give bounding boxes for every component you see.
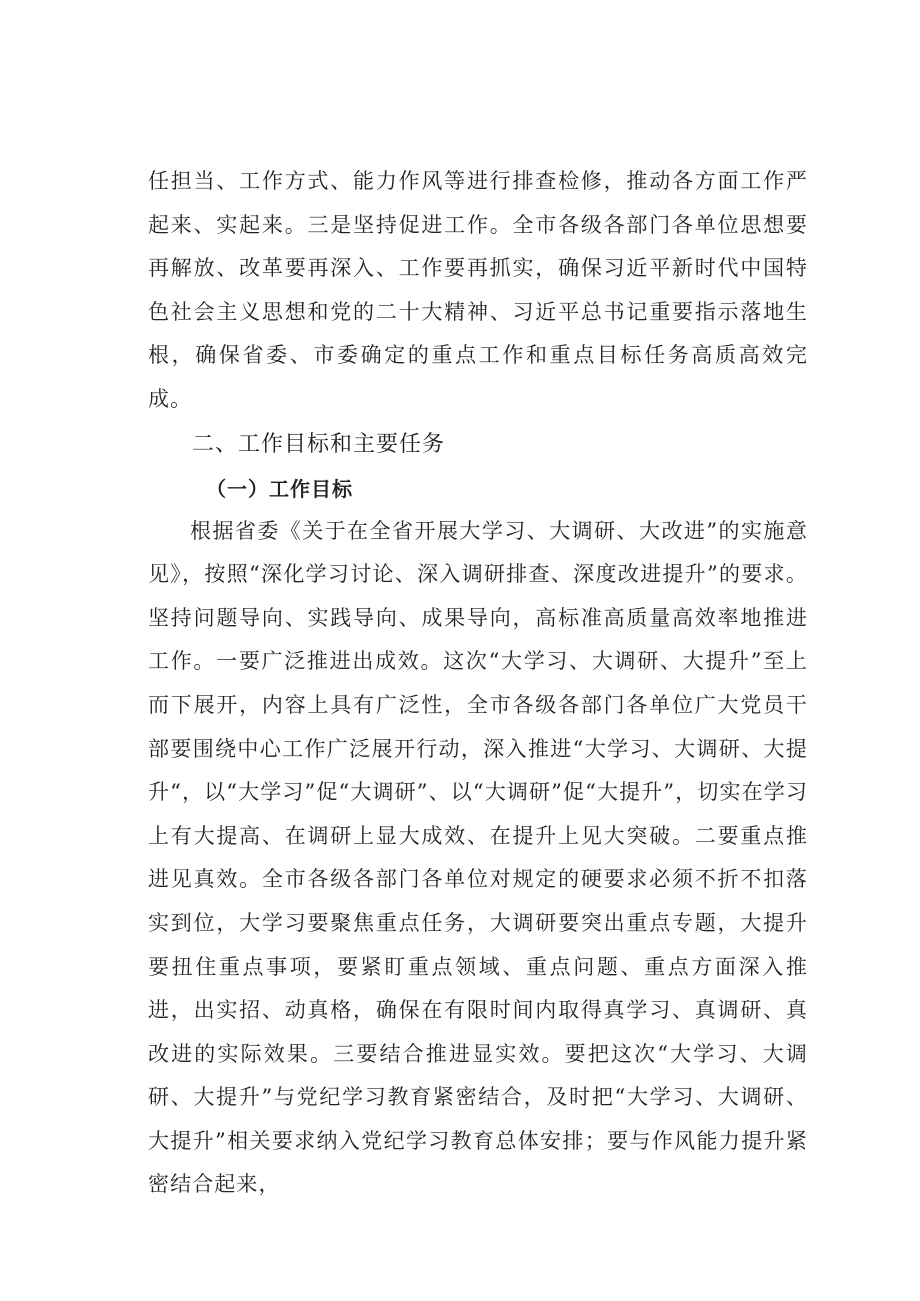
section-heading: 二、工作目标和主要任务 — [192, 431, 446, 457]
subsection-heading: （一）工作目标 — [206, 476, 353, 501]
body-paragraph-goals: 根据省委《关于在全省开展大学习、大调研、大改进”的实施意见》，按照“深化学习讨论、深入调研排查、深度改进提升”的要求。坚持问题导向、实践导向、成果导向，高标准高质量高效率地推进工作。一要广泛推进出成效。这次“大学习、大调研、大提升”至上而下展开，内容上具有广泛性，全市各级各部门各单位广大党员干部要围绕中心工作广泛展开行动，深入推进“大学习、大调研、大提升“，以“大学习”促“大调研”、以“大调研”促“大提升”，切实在学习上有大提高、在调研上显大成效、在提升上见大突破。二要重点推进见真效。全市各级各部门各单位对规定的硬要求必须不折不扣落实到位，大学习要聚焦重点任务，大调研要突出重点专题，大提升要扭住重点事项，要紧盯重点领域、重点问题、重点方面深入推进，出实招、动真格，确保在有限时间内取得真学习、真调研、真改进的实际效果。三要结合推进显实效。要把这次“大学习、大调研、大提升”与党纪学习教育紧密结合，及时把“大学习、大调研、大提升”相关要求纳入党纪学习教育总体安排；要与作风能力提升紧密结合起来， — [148, 518, 809, 1197]
body-paragraph-continued: 任担当、工作方式、能力作风等进行排查检修，推动各方面工作严起来、实起来。三是坚持促进工作。全市各级各部门各单位思想要再解放、改革要再深入、工作要再抓实，确保习近平新时代中国特色社会主义思想和党的二十大精神、习近平总书记重要指示落地生根，确保省委、市委确定的重点工作和重点目标任务高质高效完成。 — [148, 169, 808, 411]
document-body — [148, 160, 808, 1207]
